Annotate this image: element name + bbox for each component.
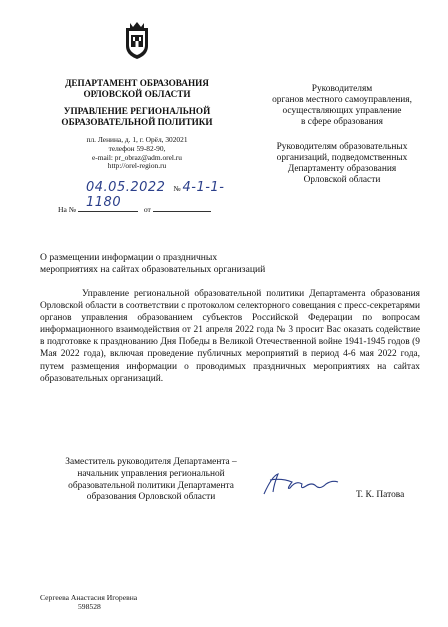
letter-body: Управление региональной образовательной политики Департамента образования Орловской области в соответствии с протоколом селекторного совещания с пресс-секретарями органов управления образованием субъектов Российской Федерации по вопросам информационного взаимодействия от 21 апреля 2022 года № 3 просит Вас оказать содействие в подготовке к празднованию Дня Победы в Великой Отечественной войне 1941-1945 годов (9 Мая 2022 года), включая проведение публичных мероприятий в период 4-6 мая 2022 года, путем размещения информации о проводимых праздничных мероприятиях на сайтах образовательных организаций. xyxy=(40,289,420,384)
executor-name: Сергеева Анастасия Игоревна xyxy=(40,593,138,602)
reference-line xyxy=(58,203,238,214)
registration-date: 04.05.2022 xyxy=(86,180,166,195)
signatory-position: Заместитель руководителя Департамента – начальник управления региональной образовательной политики Департамента образования Орловской области xyxy=(65,457,237,503)
recipient-block-1: Руководителям органов местного самоуправления, осуществляющих управление в сфере образования xyxy=(272,84,412,127)
sender-email: e-mail: pr_obraz@adm.orel.ru xyxy=(92,152,182,162)
sender-address: пл. Ленина, д. 1, г. Орёл, 302021 xyxy=(86,135,188,144)
reference-date-blank xyxy=(153,203,211,212)
reference-blank xyxy=(78,203,138,212)
division-name: УПРАВЛЕНИЕ РЕГИОНАЛЬНОЙ ОБРАЗОВАТЕЛЬНОЙ ПОЛИТИКИ xyxy=(61,106,213,127)
signatory-name: Т. К. Патова xyxy=(356,490,405,500)
letter-subject: О размещении информации о праздничных мероприятиях на сайтах образовательных организаций xyxy=(40,252,266,275)
sender-contacts xyxy=(40,136,234,171)
sender-site: http://orel-region.ru xyxy=(107,161,167,171)
registration-number-sign: № xyxy=(173,184,181,193)
handwritten-signature xyxy=(262,470,342,500)
registration-number: 4-1-1-1180 xyxy=(86,180,225,210)
recipient-block-2: Руководителям образовательных организаций, подведомственных Департаменту образования Орловской области xyxy=(276,142,408,185)
reference-label: На № xyxy=(58,205,76,214)
coat-of-arms-emblem xyxy=(122,22,152,60)
sender-phone: телефон 59-82-90, xyxy=(108,143,166,153)
reference-from-label: от xyxy=(143,205,151,214)
executor-phone: 598528 xyxy=(78,602,101,611)
executor-info xyxy=(40,593,180,611)
department-name: ДЕПАРТАМЕНТ ОБРАЗОВАНИЯ ОРЛОВСКОЙ ОБЛАСТИ xyxy=(65,78,209,99)
